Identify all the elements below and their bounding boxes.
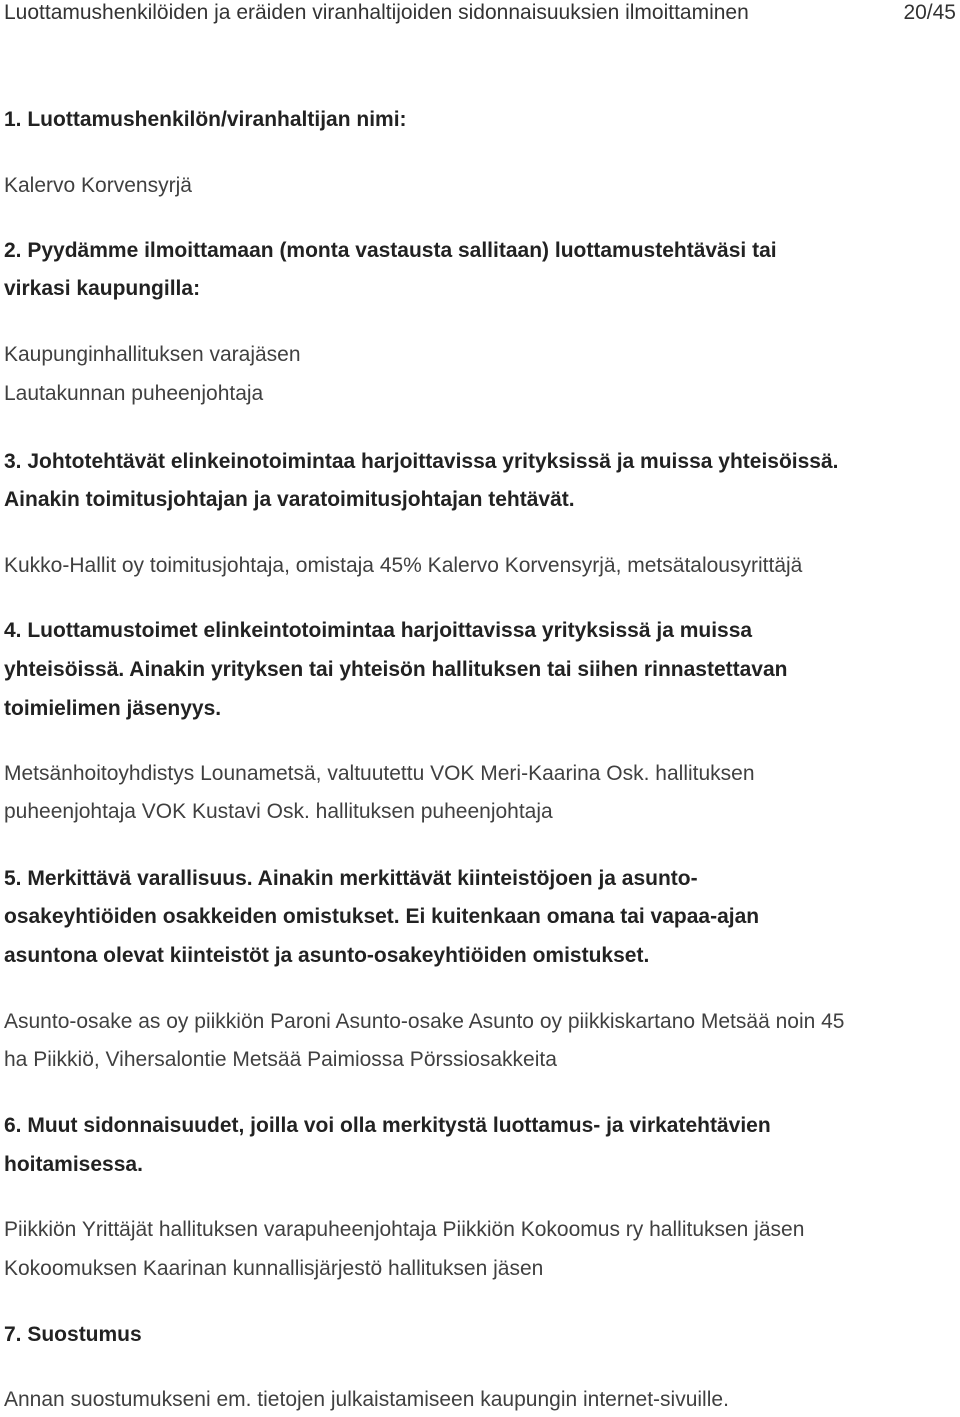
q7-answer: Annan suostumukseni em. tietojen julkaistamiseen kaupungin internet-sivuille. [4, 1388, 729, 1411]
q6-answer-line-2: Kokoomuksen Kaarinan kunnallisjärjestö hallituksen jäsen [4, 1257, 544, 1280]
q6-answer-line-1: Piikkiön Yrittäjät hallituksen varapuheenjohtaja Piikkiön Kokoomus ry hallituksen jäsen [4, 1218, 805, 1241]
q7-question: 7. Suostumus [4, 1323, 142, 1346]
q4-question-line-1: 4. Luottamustoimet elinkeintotoimintaa harjoittavissa yrityksissä ja muissa [4, 619, 753, 642]
q6-question-line-2: hoitamisessa. [4, 1153, 143, 1176]
q4-answer-line-2: puheenjohtaja VOK Kustavi Osk. hallituksen puheenjohtaja [4, 800, 553, 823]
q4-question-line-2: yhteisöissä. Ainakin yrityksen tai yhteisön hallituksen tai siihen rinnastettavan [4, 658, 788, 681]
q5-answer-line-2: ha Piikkiö, Vihersalontie Metsää Paimiossa Pörssiosakkeita [4, 1048, 557, 1071]
q3-question-line-1: 3. Johtotehtävät elinkeinotoimintaa harjoittavissa yrityksissä ja muissa yhteisöissä. [4, 450, 839, 473]
page-header [4, 0, 956, 26]
q2-answer-line-2: Lautakunnan puheenjohtaja [4, 382, 264, 405]
q2-question-line-2: virkasi kaupungilla: [4, 277, 201, 300]
q5-question-line-3: asuntona olevat kiinteistöt ja asunto-osakeyhtiöiden omistukset. [4, 944, 650, 967]
q4-answer-line-1: Metsänhoitoyhdistys Lounametsä, valtuutettu VOK Meri-Kaarina Osk. hallituksen [4, 762, 755, 785]
q4-question-line-3: toimielimen jäsenyys. [4, 697, 222, 720]
q2-answer-line-1: Kaupunginhallituksen varajäsen [4, 343, 301, 366]
q5-question-line-2: osakeyhtiöiden osakkeiden omistukset. Ei kuitenkaan omana tai vapaa-ajan [4, 905, 760, 928]
q5-question-line-1: 5. Merkittävä varallisuus. Ainakin merkittävät kiinteistöjoen ja asunto- [4, 867, 698, 890]
q5-answer-line-1: Asunto-osake as oy piikkiön Paroni Asunto-osake Asunto oy piikkiskartano Metsää noin 45 [4, 1010, 845, 1033]
page-number: 20/45 [903, 1, 956, 24]
q1-question: 1. Luottamushenkilön/viranhaltijan nimi: [4, 108, 407, 131]
q3-question-line-2: Ainakin toimitusjohtajan ja varatoimitusjohtajan tehtävät. [4, 488, 575, 511]
q3-answer-line-1: Kukko-Hallit oy toimitusjohtaja, omistaja 45% Kalervo Korvensyrjä, metsätalousyrittäjä [4, 554, 803, 577]
header-title: Luottamushenkilöiden ja eräiden viranhaltijoiden sidonnaisuuksien ilmoittaminen [4, 1, 749, 24]
q1-answer: Kalervo Korvensyrjä [4, 174, 192, 197]
q2-question-line-1: 2. Pyydämme ilmoittamaan (monta vastausta sallitaan) luottamustehtäväsi tai [4, 239, 777, 262]
q6-question-line-1: 6. Muut sidonnaisuudet, joilla voi olla merkitystä luottamus- ja virkatehtävien [4, 1114, 771, 1137]
